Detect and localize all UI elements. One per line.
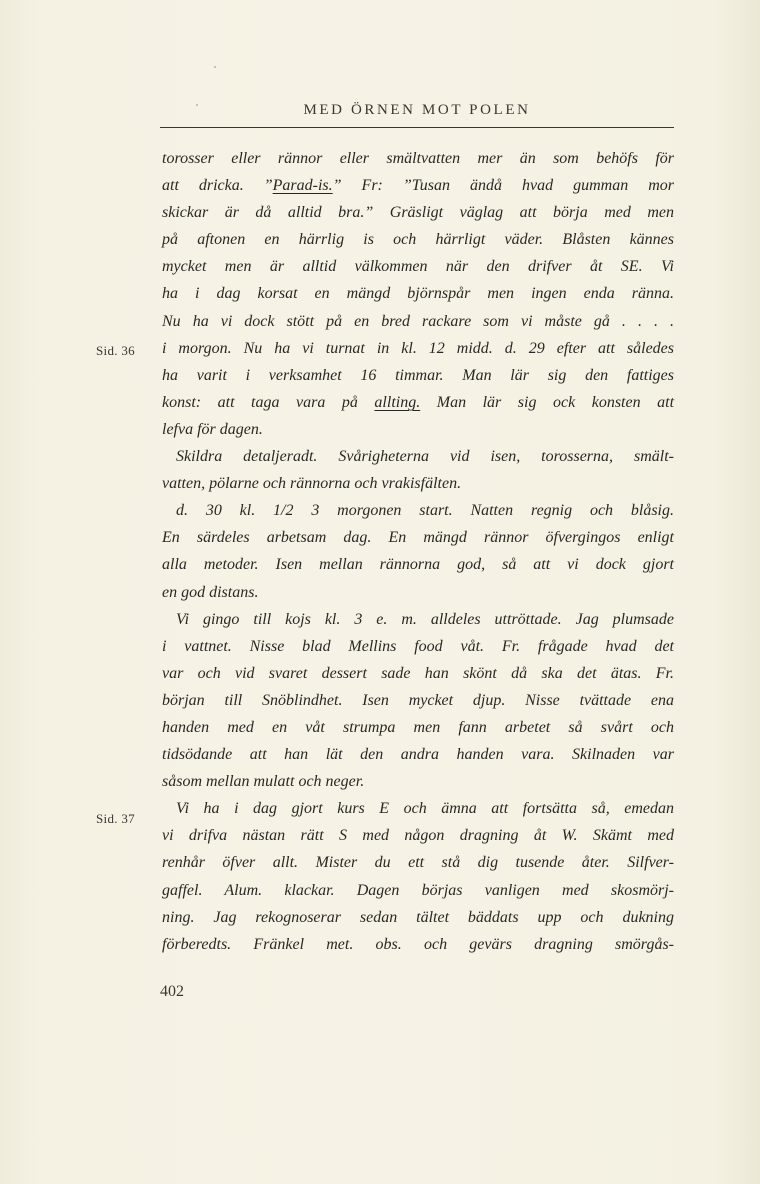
text-line: på aftonen en härrlig is och härrligt väder. Blåsten kännes [162,231,674,249]
text-line: renhår öfver allt. Mister du ett stå dig tusende åter. Silfver- [162,854,674,872]
text-line: d. 30 kl. 1/2 3 morgonen start. Natten regnig och blåsig. [176,502,674,520]
text-line: skickar är då alltid bra.” Gräsligt väglag att börja med men [162,204,674,222]
text-line: tidsödande att han lät den andra handen vara. Skilnaden var [162,746,674,764]
text-line [162,389,674,416]
paper-speck [214,66,216,68]
text-line: Nu ha vi dock stött på en bred rackare som vi måste gå . . . . [162,312,674,330]
text-line: lefva för dagen. [162,420,263,438]
line-fragment: att dricka. ” [162,177,273,195]
header-rule [160,127,674,128]
text-line: ha i dag korsat en mängd björnspår men ingen enda ränna. [162,285,674,303]
text-line: i vattnet. Nisse blad Mellins food våt. Fr. frågade hvad det [162,637,674,655]
text-line: mycket men är alltid välkommen när den drifver åt SE. Vi [162,258,674,276]
text-line: början till Snöblindhet. Isen mycket djup. Nisse tvättade ena [162,691,674,709]
text-line: en god distans. [162,583,259,601]
underlined-word: Parad-is. [272,177,333,195]
text-line: vi drifva nästan rätt S med någon dragning åt W. Skämt med [162,827,674,845]
line-fragment: Man lär sig ock konsten att [436,393,675,411]
text-line: gaffel. Alum. klackar. Dagen börjas vanligen med skosmörj- [162,881,674,899]
text-line: förberedts. Fränkel met. obs. och gevärs dragning smörgås- [162,935,674,953]
line-fragment: konst: att taga vara på [162,393,358,411]
body-text [162,145,674,958]
text-line: ha varit i verksamhet 16 timmar. Man lär sig den fattiges [162,366,674,384]
text-line: vatten, pölarne och rännorna och vrakisfälten. [162,475,462,493]
margin-note-sid-36: Sid. 36 [96,343,135,358]
text-line: var och vid svaret dessert sade han skönt då ska det ätas. Fr. [162,664,674,682]
text-line: En särdeles arbetsam dag. En mängd rännor öfvergingos enligt [162,529,674,547]
text-line: i morgon. Nu ha vi turnat in kl. 12 midd. d. 29 efter att således [162,339,674,357]
margin-note-sid-37: Sid. 37 [96,811,135,826]
text-line [162,172,674,199]
line-fragment: ” Fr: ”Tusan ändå hvad gumman mor [332,177,674,195]
text-line: såsom mellan mulatt och neger. [162,773,365,791]
text-line: Vi ha i dag gjort kurs E och ämna att fortsätta så, emedan [176,800,674,818]
text-line: Vi gingo till kojs kl. 3 e. m. alldeles uttröttade. Jag plumsade [176,610,674,628]
page-number: 402 [160,983,184,1000]
text-line: alla metoder. Isen mellan rännorna god, så att vi dock gjort [162,556,674,574]
underlined-word: allting. [374,393,421,411]
running-title: MED ÖRNEN MOT POLEN [303,102,531,118]
text-line: ning. Jag rekognoserar sedan tältet bäddats upp och dukning [162,908,674,926]
text-line: Skildra detaljeradt. Svårigheterna vid isen, torosserna, smält- [176,448,674,466]
text-line: handen med en våt strumpa men fann arbetet så svårt och [162,718,674,736]
text-line: torosser eller rännor eller smältvatten mer än som behöfs för [162,150,674,167]
